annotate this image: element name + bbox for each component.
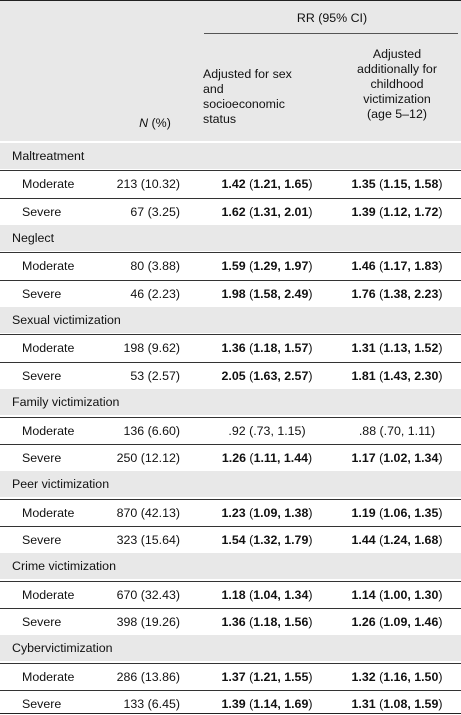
rr-value-part: (: [375, 368, 384, 383]
group-title: Cybervictimization: [12, 641, 113, 656]
rr-value-part: 1.39: [221, 697, 246, 711]
header-line: victimization: [363, 92, 431, 106]
n-percent-cell: 67 (3.25): [130, 204, 180, 219]
rr-adjusted-childhood-cell: [333, 253, 461, 279]
rr-value-part: 1.62: [221, 204, 246, 219]
group-header-row: [0, 553, 461, 579]
rr-value-part: 1.81: [351, 368, 376, 383]
rr-value-part: (: [245, 341, 254, 356]
header-line: socioeconomic: [203, 97, 285, 111]
rr-value-part: 1.31: [351, 341, 376, 356]
group-title: Family victimization: [12, 395, 120, 410]
rr-value-part: ): [308, 614, 313, 629]
severity-label: Moderate: [22, 259, 75, 274]
rr-value-part: 1.24, 1.68: [383, 532, 439, 547]
group-title: Crime victimization: [12, 559, 116, 574]
group-header-row: [0, 307, 461, 333]
rr-adjusted-sex-ses-cell: [202, 418, 332, 444]
n-percent-cell: 670 (32.43): [116, 587, 180, 602]
rr-adjusted-sex-ses-cell: [202, 363, 332, 389]
rr-value-part: 1.11, 1.44: [253, 450, 308, 465]
rr-value-part: (: [375, 587, 384, 602]
rr-value-part: ): [308, 177, 313, 192]
rr-value-part: ): [438, 259, 443, 274]
n-percent-cell: 133 (6.45): [123, 697, 180, 711]
rr-value-part: ): [308, 259, 313, 274]
rr-value-part: .70, 1.11: [383, 423, 431, 438]
n-percent-label: (%): [148, 116, 171, 130]
group-title: Peer victimization: [12, 477, 110, 492]
n-percent-cell: 53 (2.57): [130, 368, 180, 383]
rr-value-part: 1.76: [351, 286, 376, 301]
rr-value-part: 1.37: [221, 669, 246, 684]
rr-value-part: 1.54: [221, 532, 246, 547]
column-header-adjusted-sex-ses: [203, 67, 328, 127]
rr-value-part: (: [245, 614, 254, 629]
rr-value-part: ): [430, 423, 436, 438]
rr-value-part: 1.63, 2.57: [253, 368, 309, 383]
rr-value-part: (: [375, 204, 384, 219]
rr-value-part: 1.14: [351, 587, 376, 602]
header-line: and: [203, 82, 224, 96]
table-row: [0, 171, 461, 197]
table-row: [0, 253, 461, 279]
rr-adjusted-sex-ses-cell: [202, 500, 332, 526]
rr-value-part: ): [308, 368, 313, 383]
rr-adjusted-sex-ses-cell: [202, 609, 332, 635]
rr-adjusted-childhood-cell: [333, 171, 461, 197]
rr-value-part: 1.21, 1.65: [253, 177, 309, 192]
rr-value-part: 1.98: [221, 286, 246, 301]
n-percent-cell: 870 (42.13): [116, 505, 180, 520]
group-header-row: [0, 635, 461, 661]
rr-value-part: .73, 1.15: [253, 423, 302, 438]
rr-adjusted-sex-ses-cell: [202, 171, 332, 197]
rr-value-part: (: [376, 423, 384, 438]
rr-adjusted-sex-ses-cell: [202, 199, 332, 225]
severity-label: Moderate: [22, 669, 75, 684]
severity-label: Severe: [22, 204, 62, 219]
group-title: Maltreatment: [12, 149, 85, 163]
table-row: [0, 445, 461, 471]
rr-value-part: 1.14, 1.69: [253, 697, 309, 711]
rr-value-part: ): [438, 450, 443, 465]
rr-value-part: ): [438, 204, 443, 219]
rr-value-part: (: [375, 259, 384, 274]
rr-value-part: 1.36: [221, 341, 246, 356]
severity-label: Moderate: [22, 505, 75, 520]
rr-value-part: 1.12, 1.72: [383, 204, 439, 219]
rr-adjusted-childhood-cell: [333, 691, 461, 715]
rr-value-part: (: [245, 697, 254, 711]
rr-value-part: 1.02, 1.34: [383, 450, 439, 465]
rr-value-part: (: [245, 532, 254, 547]
rr-adjusted-childhood-cell: [333, 418, 461, 444]
header-line: status: [203, 112, 237, 126]
rr-value-part: 1.31: [351, 697, 376, 711]
rr-value-part: 1.09, 1.38: [253, 505, 309, 520]
rr-value-part: (: [375, 177, 384, 192]
rr-value-part: 1.26: [221, 450, 246, 465]
n-percent-cell: 46 (2.23): [130, 286, 180, 301]
n-percent-cell: 323 (15.64): [116, 532, 180, 547]
rr-value-part: 1.18: [221, 587, 246, 602]
rr-value-part: (: [245, 587, 254, 602]
severity-label: Severe: [22, 532, 62, 547]
rr-adjusted-childhood-cell: [333, 445, 461, 471]
rr-value-part: (: [375, 505, 384, 520]
rr-value-part: 1.13, 1.52: [383, 341, 439, 356]
rr-value-part: 1.31, 2.01: [253, 204, 309, 219]
n-percent-cell: 136 (6.60): [123, 423, 180, 438]
rr-adjusted-sex-ses-cell: [202, 281, 332, 307]
rr-value-part: 2.05: [221, 368, 246, 383]
column-header-n: [115, 116, 195, 130]
rr-value-part: (: [375, 450, 384, 465]
table-row: [0, 691, 461, 715]
rr-value-part: ): [308, 341, 313, 356]
table-row: [0, 582, 461, 608]
rr-value-part: ): [438, 697, 443, 711]
table-row: [0, 527, 461, 553]
rr-value-part: ): [308, 450, 313, 465]
rr-value-part: 1.32, 1.79: [253, 532, 309, 547]
rr-adjusted-childhood-cell: [333, 335, 461, 361]
n-percent-cell: 286 (13.86): [116, 669, 180, 684]
rr-value-part: (: [375, 614, 384, 629]
rr-adjusted-sex-ses-cell: [202, 527, 332, 553]
table-row: [0, 335, 461, 361]
rr-value-part: ): [301, 423, 306, 438]
group-header-row: [0, 143, 461, 169]
table-row: [0, 281, 461, 307]
rr-value-part: ): [438, 587, 443, 602]
rr-adjusted-childhood-cell: [333, 363, 461, 389]
table-row: [0, 609, 461, 635]
rr-value-part: 1.39: [351, 204, 376, 219]
rr-column-group-title: RR (95% CI): [296, 11, 368, 25]
rr-value-part: (: [245, 286, 254, 301]
rr-adjusted-childhood-cell: [333, 500, 461, 526]
rr-value-part: (: [245, 669, 254, 684]
rr-value-part: (: [245, 259, 254, 274]
rr-value-part: (: [375, 341, 384, 356]
rr-value-part: .92: [228, 423, 246, 438]
rr-value-part: 1.16, 1.50: [383, 669, 439, 684]
n-percent-cell: 250 (12.12): [116, 450, 180, 465]
rr-adjusted-childhood-cell: [333, 281, 461, 307]
n-percent-cell: 80 (3.88): [130, 259, 180, 274]
rr-value-part: (: [245, 204, 254, 219]
severity-label: Moderate: [22, 587, 75, 602]
rr-value-part: 1.58, 2.49: [253, 286, 309, 301]
header-line: childhood: [370, 77, 424, 91]
rr-value-part: 1.00, 1.30: [383, 587, 439, 602]
rr-value-part: (: [245, 423, 254, 438]
severity-label: Severe: [22, 614, 62, 629]
rr-value-part: 1.19: [351, 505, 376, 520]
rr-value-part: ): [438, 368, 443, 383]
rr-adjusted-sex-ses-cell: [202, 582, 332, 608]
rr-value-part: (: [245, 450, 254, 465]
rr-value-part: 1.23: [221, 505, 246, 520]
rr-value-part: ): [308, 587, 313, 602]
table-header: [0, 0, 461, 141]
rr-adjusted-childhood-cell: [333, 582, 461, 608]
rr-value-part: ): [438, 177, 443, 192]
rr-value-part: ): [438, 341, 443, 356]
severity-label: Moderate: [22, 341, 75, 356]
rr-value-part: 1.18, 1.56: [253, 614, 309, 629]
n-percent-cell: 213 (10.32): [116, 177, 180, 192]
rr-value-part: 1.04, 1.34: [253, 587, 309, 602]
rr-value-part: 1.09, 1.46: [383, 614, 439, 629]
rr-value-part: ): [308, 697, 313, 711]
rr-value-part: ): [308, 204, 313, 219]
rr-value-part: ): [438, 614, 443, 629]
rr-adjusted-childhood-cell: [333, 199, 461, 225]
table-row: [0, 418, 461, 444]
rr-value-part: 1.15, 1.58: [383, 177, 439, 192]
table-row: [0, 500, 461, 526]
header-line: additionally for: [357, 62, 437, 76]
group-title: Neglect: [12, 231, 55, 246]
rr-value-part: 1.38, 2.23: [383, 286, 439, 301]
rr-value-part: (: [245, 368, 254, 383]
rr-header-rule: [204, 33, 458, 34]
rr-value-part: 1.17, 1.83: [383, 259, 439, 274]
rr-value-part: 1.32: [351, 669, 376, 684]
severity-label: Severe: [22, 450, 62, 465]
table-row: [0, 199, 461, 225]
header-line: Adjusted: [372, 47, 422, 61]
rr-adjusted-sex-ses-cell: [202, 335, 332, 361]
table-row: [0, 363, 461, 389]
rr-adjusted-sex-ses-cell: [202, 691, 332, 715]
rr-value-part: (: [375, 697, 384, 711]
group-title: Sexual victimization: [12, 313, 121, 328]
rr-value-part: 1.26: [351, 614, 376, 629]
header-line: Adjusted for sex: [203, 67, 292, 81]
rr-value-part: 1.59: [221, 259, 246, 274]
rr-value-part: ): [438, 286, 443, 301]
rr-value-part: 1.35: [351, 177, 376, 192]
rr-value-part: ): [308, 505, 313, 520]
rr-value-part: ): [308, 532, 313, 547]
rr-value-part: 1.36: [221, 614, 246, 629]
rr-value-part: 1.08, 1.59: [383, 697, 439, 711]
severity-label: Severe: [22, 286, 62, 301]
n-percent-cell: 198 (9.62): [123, 341, 180, 356]
severity-label: Moderate: [22, 177, 75, 192]
severity-label: Severe: [22, 697, 62, 711]
n-symbol: N: [139, 116, 149, 130]
n-percent-cell: 398 (19.26): [116, 614, 180, 629]
table-row: [0, 664, 461, 690]
group-header-row: [0, 471, 461, 497]
rr-value-part: (: [375, 669, 384, 684]
rr-value-part: ): [438, 669, 443, 684]
severity-label: Moderate: [22, 423, 75, 438]
severity-label: Severe: [22, 368, 62, 383]
rr-value-part: (: [375, 532, 384, 547]
rr-adjusted-childhood-cell: [333, 664, 461, 690]
table-bottom-rule: [0, 713, 461, 714]
rr-adjusted-sex-ses-cell: [202, 445, 332, 471]
rr-value-part: (: [245, 177, 254, 192]
rr-value-part: 1.17: [351, 450, 376, 465]
rr-value-part: 1.18, 1.57: [253, 341, 309, 356]
rr-adjusted-sex-ses-cell: [202, 664, 332, 690]
rr-value-part: ): [308, 286, 313, 301]
header-line: (age 5–12): [367, 107, 427, 121]
rr-value-part: 1.29, 1.97: [253, 259, 309, 274]
rr-adjusted-sex-ses-cell: [202, 253, 332, 279]
rr-value-part: ): [308, 669, 313, 684]
rr-adjusted-childhood-cell: [333, 527, 461, 553]
rr-value-part: (: [245, 505, 254, 520]
rr-value-part: (: [375, 286, 384, 301]
rr-value-part: 1.44: [351, 532, 376, 547]
rr-value-part: 1.43, 2.30: [383, 368, 439, 383]
rr-value-part: .88: [358, 423, 377, 438]
group-header-row: [0, 225, 461, 251]
group-header-row: [0, 389, 461, 415]
rr-value-part: ): [438, 532, 443, 547]
rr-adjusted-childhood-cell: [333, 609, 461, 635]
rr-value-part: 1.21, 1.55: [253, 669, 309, 684]
column-header-adjusted-childhood: [333, 47, 461, 122]
rr-value-part: 1.42: [221, 177, 246, 192]
rr-value-part: 1.06, 1.35: [383, 505, 439, 520]
rr-value-part: ): [438, 505, 443, 520]
rr-value-part: 1.46: [351, 259, 376, 274]
